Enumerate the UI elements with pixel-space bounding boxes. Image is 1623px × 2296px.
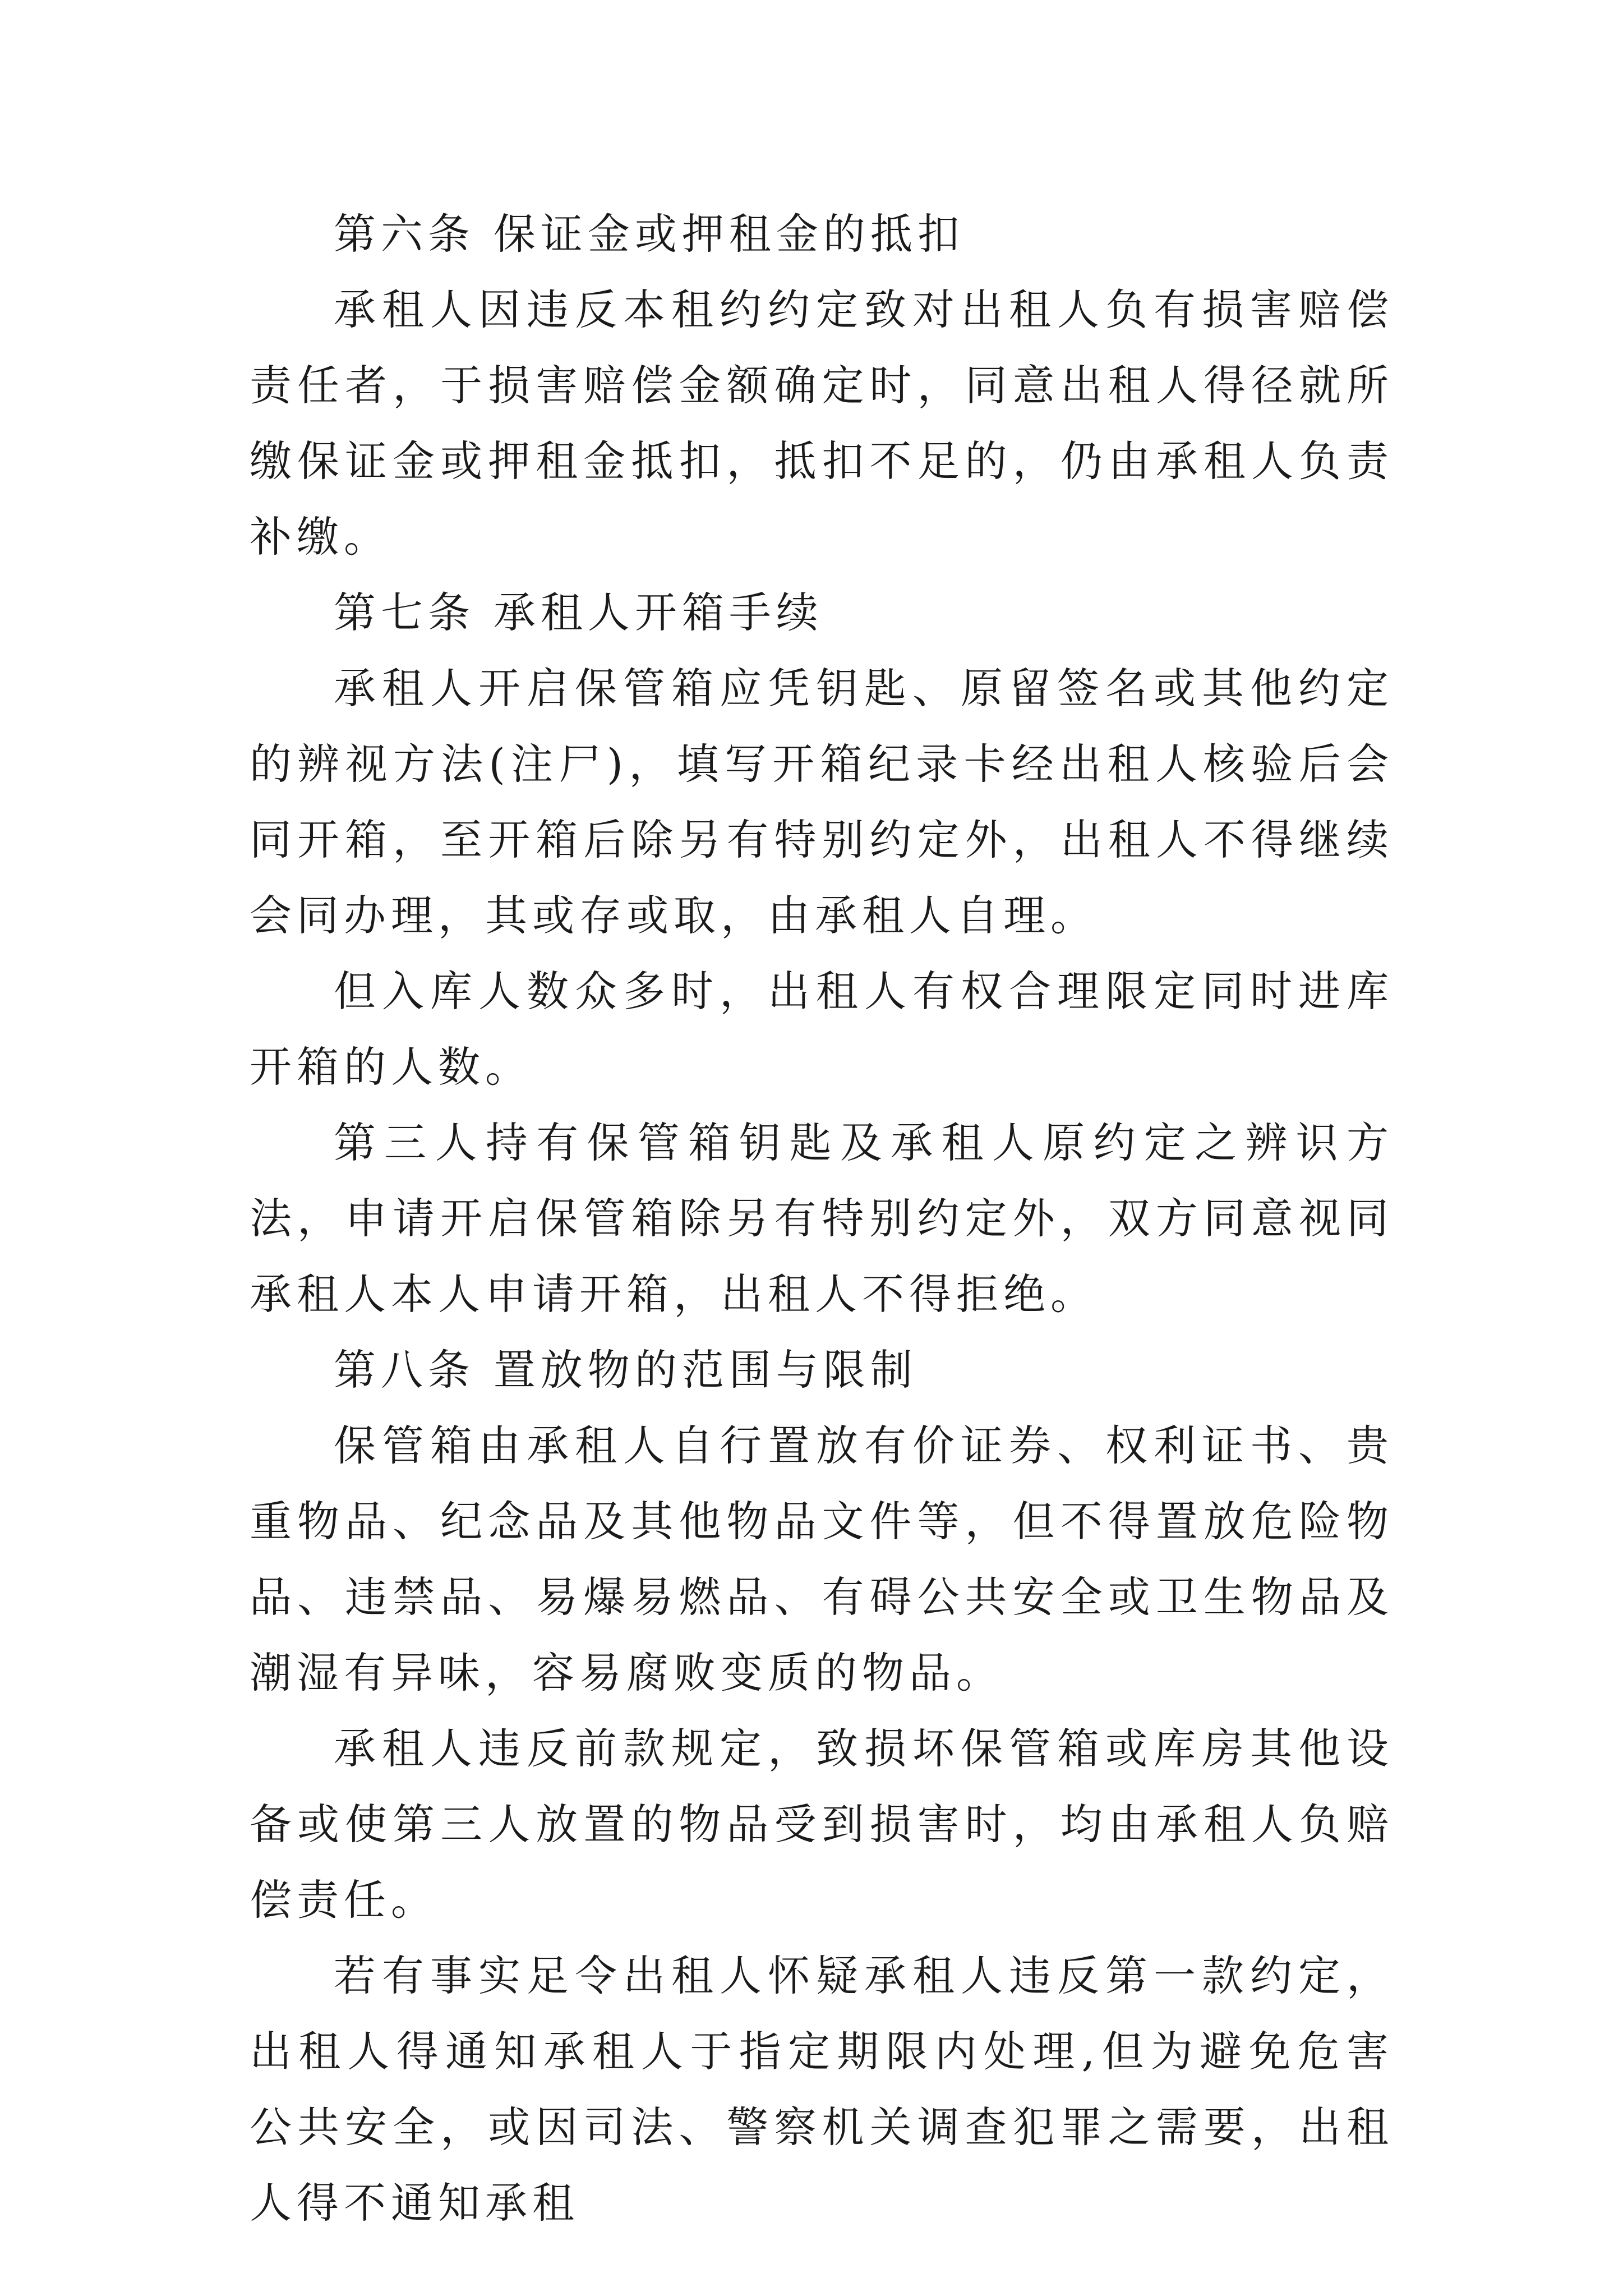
article-8-paragraph-2: 承租人违反前款规定，致损坏保管箱或库房其他设备或使第三人放置的物品受到损害时，均由承租人负赔偿责任。 (250, 1724, 1394, 1925)
document-body (250, 196, 1394, 2241)
article-8-paragraph-3: 若有事实足令出租人怀疑承租人违反第一款约定，出租人得通知承租人于指定期限内处理,但为避免危害公共安全，或因司法、警察机关调查犯罪之需要，出租人得不通知承租 (250, 1951, 1394, 2228)
article-6-heading: 第六条 保证金或押租金的抵扣 (334, 209, 965, 259)
article-7-heading: 第七条 承租人开箱手续 (334, 588, 823, 637)
article-7-paragraph-3: 第三人持有保管箱钥匙及承租人原约定之辨识方法，申请开启保管箱除另有特别约定外，双方同意视同承租人本人申请开箱，出租人不得拒绝。 (250, 1118, 1394, 1319)
article-7-paragraph-1: 承租人开启保管箱应凭钥匙、原留签名或其他约定的辨视方法(注尸)，填写开箱纪录卡经出租人核验后会同开箱，至开箱后除另有特别约定外，出租人不得继续会同办理，其或存或取，由承租人自理。 (250, 664, 1394, 940)
article-8-paragraph-1: 保管箱由承租人自行置放有价证券、权利证书、贵重物品、纪念品及其他物品文件等，但不得置放危险物品、违禁品、易爆易燃品、有碍公共安全或卫生物品及潮湿有异味，容易腐败变质的物品。 (250, 1421, 1394, 1697)
article-7-paragraph-2: 但入库人数众多时，出租人有权合理限定同时进库开箱的人数。 (250, 967, 1394, 1092)
article-6-paragraph: 承租人因违反本租约约定致对出租人负有损害赔偿责任者，于损害赔偿金额确定时，同意出租人得径就所缴保证金或押租金抵扣，抵扣不足的，仍由承租人负责补缴。 (250, 285, 1394, 562)
article-8-heading: 第八条 置放物的范围与限制 (334, 1345, 917, 1395)
